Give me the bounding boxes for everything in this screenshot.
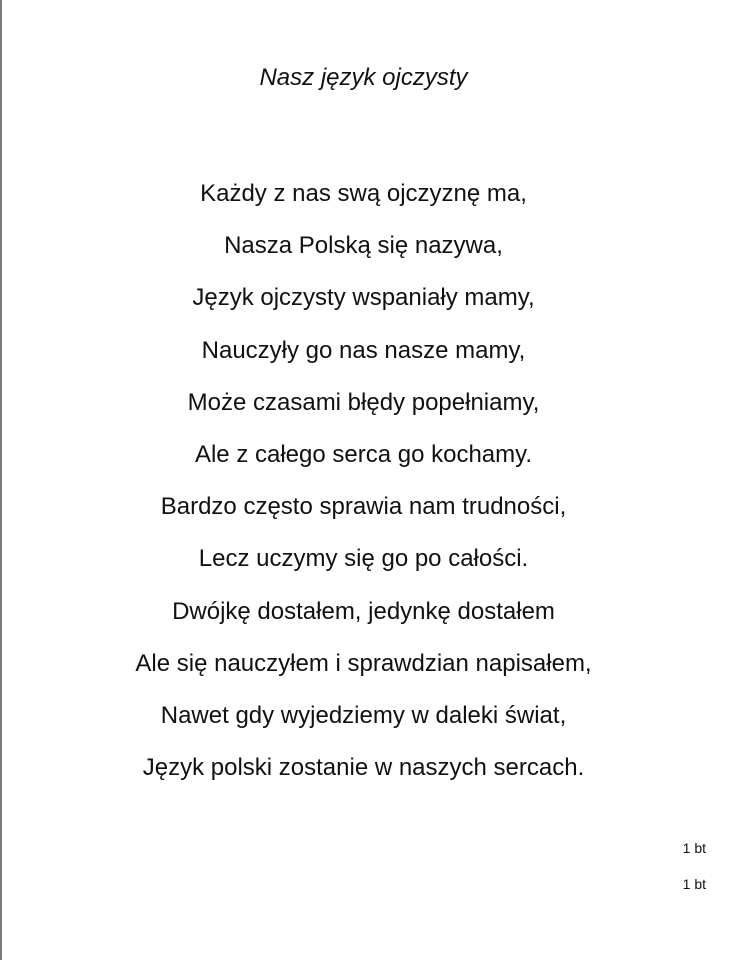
poem-line: Ale się nauczyłem i sprawdzian napisałem, xyxy=(135,649,592,677)
margin-notes xyxy=(683,839,706,911)
poem-line: Bardzo często sprawia nam trudności, xyxy=(160,493,567,521)
poem-line: Nasza Polską się nazywa, xyxy=(224,232,503,260)
margin-note: 1 bt xyxy=(682,840,706,856)
poem-line: Każdy z nas swą ojczyznę ma, xyxy=(200,180,527,207)
poem-title: Nasz język ojczysty xyxy=(259,64,468,91)
margin-note: 1 bt xyxy=(682,876,706,892)
poem-line: Nawet gdy wyjedziemy w daleki świat, xyxy=(160,701,567,729)
poem-line: Może czasami błędy popełniamy, xyxy=(187,388,540,416)
poem-line: Nauczyły go nas nasze mamy, xyxy=(201,336,526,364)
poem-line: Dwójkę dostałem, jedynkę dostałem xyxy=(172,597,555,625)
poem-body xyxy=(0,168,727,794)
poem-line: Lecz uczymy się go po całości. xyxy=(198,545,529,573)
poem-line: Ale z całego serca go kochamy. xyxy=(194,440,533,468)
poem-line: Język ojczysty wspaniały mamy, xyxy=(192,284,535,312)
poem-line: Język polski zostanie w naszych sercach. xyxy=(142,754,585,782)
